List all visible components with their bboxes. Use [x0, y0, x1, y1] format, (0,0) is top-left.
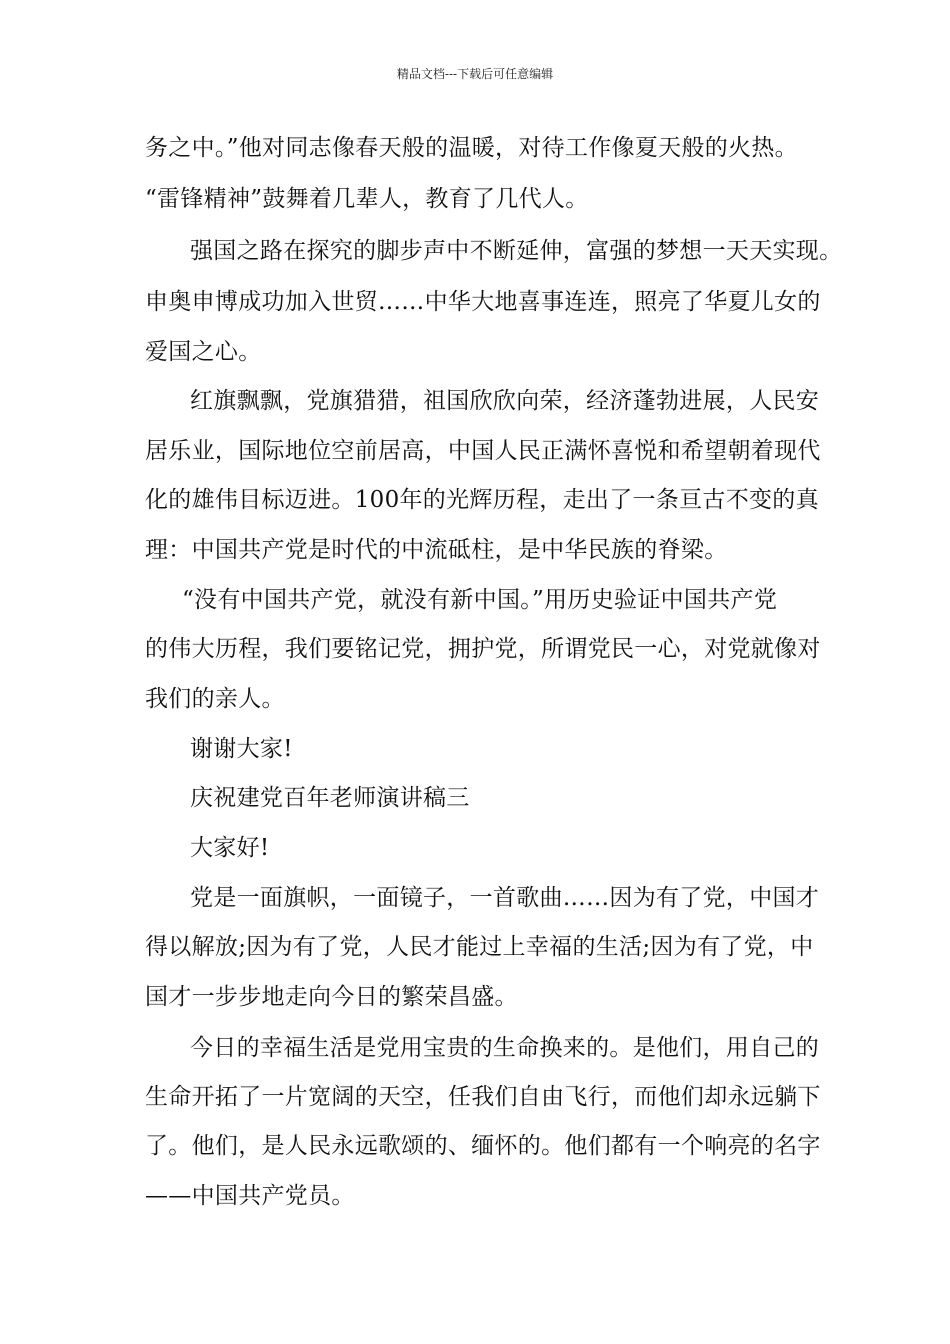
text-line: ——中国共产党员。	[145, 1183, 355, 1209]
text-line: 生命开拓了一片宽阔的天空，任我们自由飞行，而他们却永远躺下	[145, 1084, 821, 1110]
paragraph-first-line: 党是一面旗帜，一面镜子，一首歌曲……因为有了党，中国才	[190, 885, 820, 911]
text-line: 爱国之心。	[145, 339, 262, 365]
paragraph-first-line: 今日的幸福生活是党用宝贵的生命换来的。是他们，用自己的	[190, 1035, 820, 1061]
page-header: 精品文档---下载后可任意编辑	[396, 67, 554, 81]
text-line: 务之中。”他对同志像春天般的温暖，对待工作像夏天般的火热。	[145, 135, 798, 161]
speech-title: 庆祝建党百年老师演讲稿三	[190, 785, 470, 811]
text-line: 得以解放;因为有了党，人民才能过上幸福的生活;因为有了党，中	[145, 934, 814, 960]
text-line: “雷锋精神”鼓舞着几辈人，教育了几代人。	[145, 186, 589, 212]
paragraph-first-line: “没有中国共产党，就没有新中国。”用历史验证中国共产党	[182, 587, 778, 613]
paragraph-first-line: 强国之路在探究的脚步声中不断延伸，富强的梦想一天天实现。	[190, 238, 843, 264]
closing-line: 谢谢大家!	[190, 736, 293, 762]
text-line: 理：中国共产党是时代的中流砥柱，是中华民族的脊梁。	[145, 537, 728, 563]
text-line: 申奥申博成功加入世贸……中华大地喜事连连，照亮了华夏儿女的	[145, 289, 821, 315]
paragraph-first-line: 红旗飘飘，党旗猎猎，祖国欣欣向荣，经济蓬勃进展，人民安	[190, 388, 820, 414]
text-line: 了。他们，是人民永远歌颂的、缅怀的。他们都有一个响亮的名字	[145, 1133, 821, 1159]
text-line: 化的雄伟目标迈进。100年的光辉历程，走出了一条亘古不变的真	[145, 487, 819, 513]
greeting-line: 大家好!	[190, 835, 270, 861]
text-line: 国才一步步地走向今日的繁荣昌盛。	[145, 984, 518, 1010]
text-line: 居乐业，国际地位空前居高，中国人民正满怀喜悦和希望朝着现代	[145, 438, 821, 464]
text-line: 的伟大历程，我们要铭记党，拥护党，所谓党民一心，对党就像对	[145, 636, 821, 662]
text-line: 我们的亲人。	[145, 686, 285, 712]
